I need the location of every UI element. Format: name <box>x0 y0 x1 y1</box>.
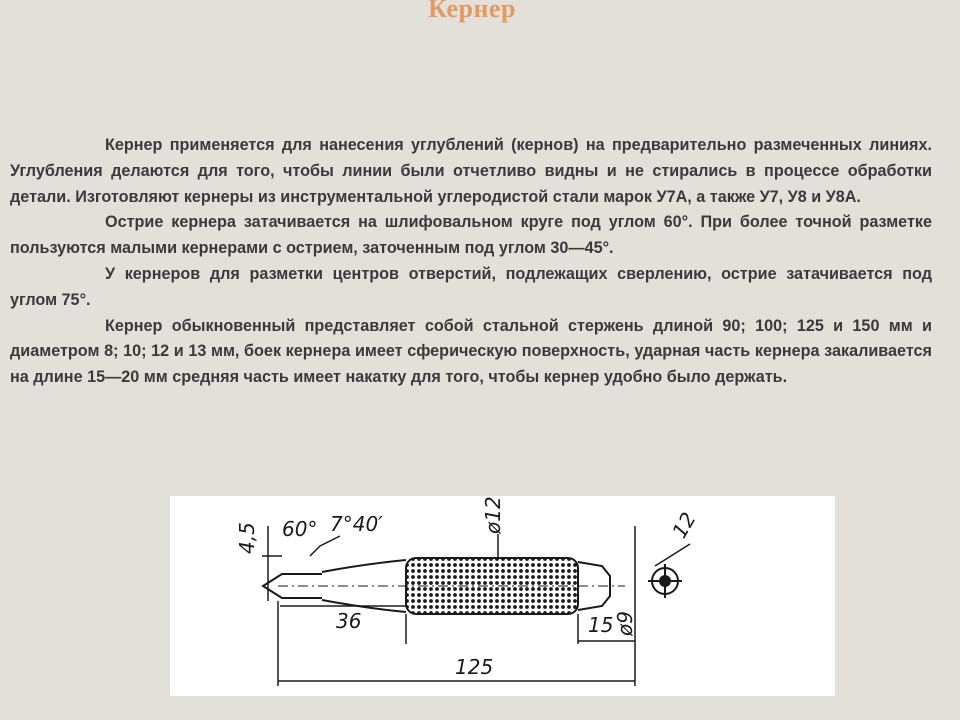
slide-title: Кернер <box>428 0 516 23</box>
label-taper-length: 36 <box>336 609 362 633</box>
label-tip-angle: 60° <box>282 517 318 541</box>
label-head-length: 15 <box>588 613 614 637</box>
label-total-length: 125 <box>455 655 494 679</box>
paragraph-dimensions: Кернер обыкновенный представляет собой стальной стержень длиной 90; 100; 125 и 150 мм и диаметром 8; 10; 12 и 13 мм, боек кернера имеет сферическую поверхность, ударная часть кернера закаливается на длине 15—20 мм средняя часть имеет накатку для того, чтобы кернер удобно было держать. <box>10 316 932 387</box>
body-text <box>10 133 932 391</box>
drawing-svg <box>170 496 835 696</box>
paragraph-purpose: Кернер применяется для нанесения углублений (кернов) на предварительно размеченных линиях. Углубления делаются для того, чтобы линии были отчетливо видны и не стирались в процессе обработки детали. Изготовляют кернеры из инструментальной углеродистой стали марок У7А, а также У7, У8 и У8А. <box>10 136 932 206</box>
label-tip-length: 4,5 <box>235 522 259 554</box>
paragraph-sharpening: Острие кернера затачивается на шлифовальном круге под углом 60°. При более точной разметке пользуются малыми кернерами с острием, заточенным под углом 30—45°. <box>10 213 932 258</box>
label-head-radius: 12 <box>667 508 701 543</box>
center-punch-drawing <box>170 496 835 696</box>
label-knurl-diameter: ø12 <box>481 496 505 534</box>
paragraph-center-marking: У кернеров для разметки центров отверстий, подлежащих сверлению, острие затачивается под углом 75°. <box>10 264 932 309</box>
label-taper-angle: 7°40′ <box>330 512 383 536</box>
label-head-diameter: ø9 <box>613 611 637 636</box>
